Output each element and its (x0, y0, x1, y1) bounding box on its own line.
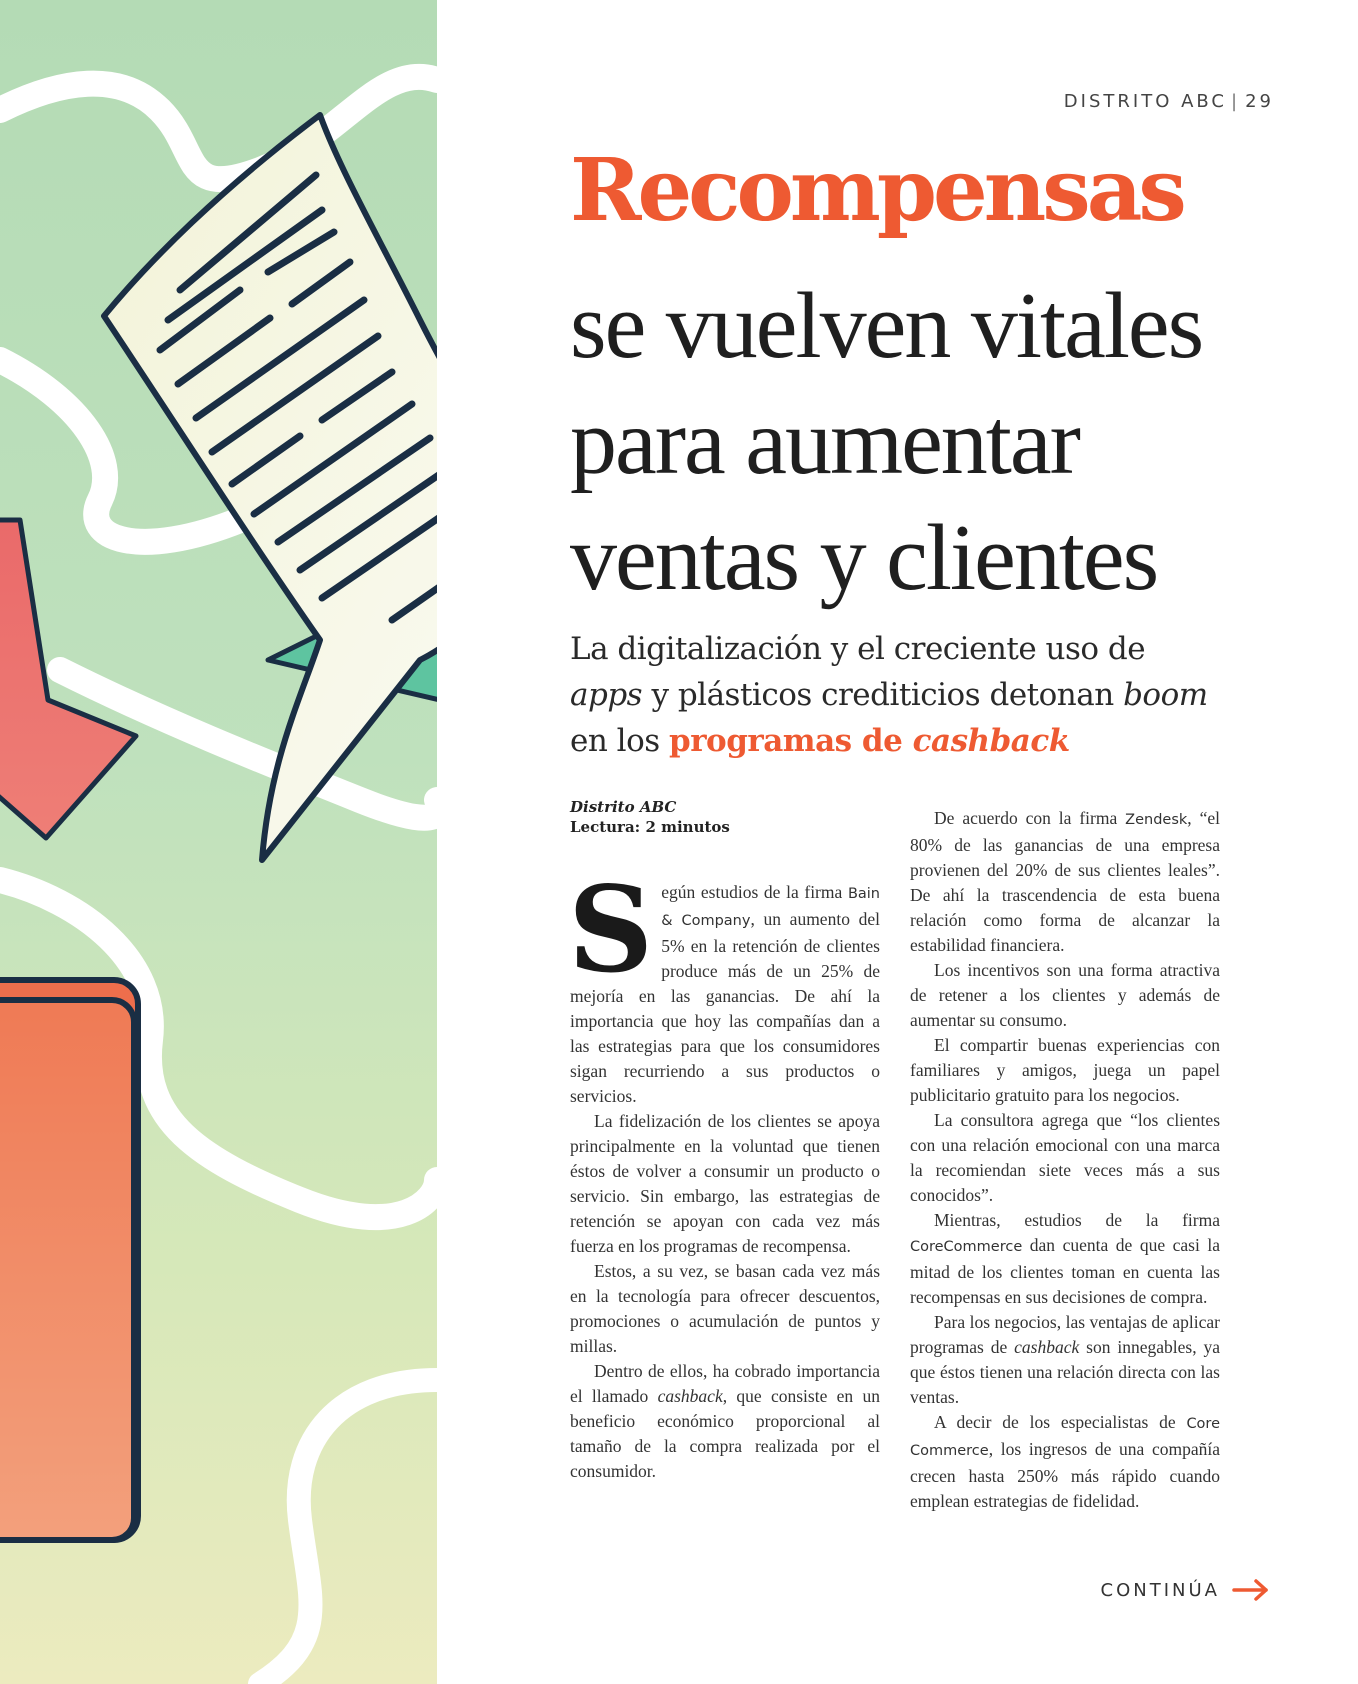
text: dan cuenta de que casi la mitad de los clientes toman en cuenta las recompensas en sus decisiones de compra. (910, 1235, 1220, 1307)
byline-source: Distrito ABC (570, 798, 677, 816)
paragraph (568, 860, 881, 1109)
headline-line: ventas y clientes (570, 506, 1158, 610)
firm-name: Core Commerce (910, 1416, 1220, 1459)
paragraph: La consultora agrega que “los clientes con una relación emocional con una marca la recomiendan siete veces más a sus conocidos”. (910, 1110, 1220, 1205)
deck-highlight-em: cashback (912, 723, 1070, 759)
text: son innegables, ya que éstos tienen una relación directa con las ventas. (910, 1337, 1220, 1407)
headline-line: para aumentar (570, 390, 1079, 494)
text: , que consiste en un beneficio económico proporcional al tamaño de la compra realizada por el consumidor. (570, 1386, 880, 1481)
deck-em: apps (570, 677, 643, 713)
text: , un aumento del 5% en la retención de clientes produce más de un 25% de mejoría en las ganancias. De ahí la importancia que hoy las compañías dan a las estrategias para que los consumidores sigan recurriendo a sus productos o servicios. (570, 909, 881, 1106)
byline-reading-time: Lectura: 2 minutos (570, 818, 730, 836)
text: De acuerdo con la firma (934, 808, 1126, 828)
paragraph (910, 1208, 1220, 1310)
deck-text: La digitalización y el creciente uso de (570, 631, 1146, 667)
section-name: DISTRITO ABC (1063, 91, 1228, 112)
byline (570, 797, 870, 837)
deck-text: y plásticos crediticios detonan (642, 677, 1124, 713)
receipt-icon (104, 115, 437, 860)
text: egún estudios de la firma (661, 882, 848, 902)
paragraph (910, 1310, 1220, 1410)
text: , los ingresos de una compañía crecen hasta 250% más rápido cuando emplean estrategias de fidelidad. (910, 1439, 1220, 1511)
text: , “el 80% de las ganancias de una empresa provienen del 20% de sus clientes leales”. De ahí la trascendencia de esta buena relación como forma de alcanzar la estabilidad financiera. (910, 808, 1220, 955)
text: Dentro de ellos, ha cobrado importancia el llamado (570, 1361, 880, 1406)
continue-link[interactable] (1101, 1578, 1270, 1602)
paragraph (570, 1359, 880, 1484)
body-column-2 (910, 806, 1220, 1514)
arrow-right-icon (1232, 1578, 1270, 1602)
continue-label: CONTINÚA (1100, 1579, 1220, 1601)
text-em: cashback (657, 1386, 723, 1406)
paragraph: La fidelización de los clientes se apoya principalmente en la voluntad que tienen éstos de volver a consumir un producto o servicio. Sin embargo, las estrategias de retención se apoyan con cada vez más fuerza en los programas de recompensa. (570, 1111, 880, 1256)
text: A decir de los especialistas de (934, 1412, 1187, 1432)
body-column-1 (568, 860, 881, 1484)
page-number: 29 (1245, 91, 1274, 112)
wallet-icon (0, 980, 138, 1540)
headline (570, 268, 1290, 616)
paragraph: Estos, a su vez, se basan cada vez más en la tecnología para ofrecer descuentos, promociones o acumulación de puntos y millas. (570, 1261, 880, 1356)
headline-line: se vuelven vitales (570, 274, 1203, 378)
paragraph (910, 1410, 1220, 1514)
drop-cap: S (568, 860, 654, 999)
illustration-svg (0, 0, 437, 1684)
deck-highlight-text: programas de (669, 723, 913, 759)
page-header: DISTRITO ABC | 29 (1063, 91, 1274, 112)
subheadline (570, 626, 1210, 764)
firm-name: Zendesk (1125, 812, 1188, 828)
paragraph (910, 806, 1220, 958)
wave-line-5 (260, 1380, 437, 1684)
deck-highlight (669, 723, 1070, 759)
text-em: cashback (1014, 1337, 1080, 1357)
wave-line-1 (0, 77, 437, 179)
firm-name: Bain & Company (661, 886, 880, 929)
paragraph: El compartir buenas experiencias con familiares y amigos, juega un papel publicitario gratuito para los negocios. (910, 1035, 1220, 1105)
deck-text: en los (570, 723, 670, 759)
illustration-panel (0, 0, 437, 1684)
text: Mientras, estudios de la firma (934, 1210, 1220, 1230)
paragraph: Los incentivos son una forma atractiva de retener a los clientes y además de aumentar su consumo. (910, 960, 1220, 1030)
headline-accent: Recompensas (570, 140, 1183, 241)
deck-em: boom (1123, 677, 1208, 713)
firm-name: CoreCommerce (910, 1239, 1023, 1255)
text: Para los negocios, las ventajas de aplicar programas de (910, 1312, 1220, 1357)
